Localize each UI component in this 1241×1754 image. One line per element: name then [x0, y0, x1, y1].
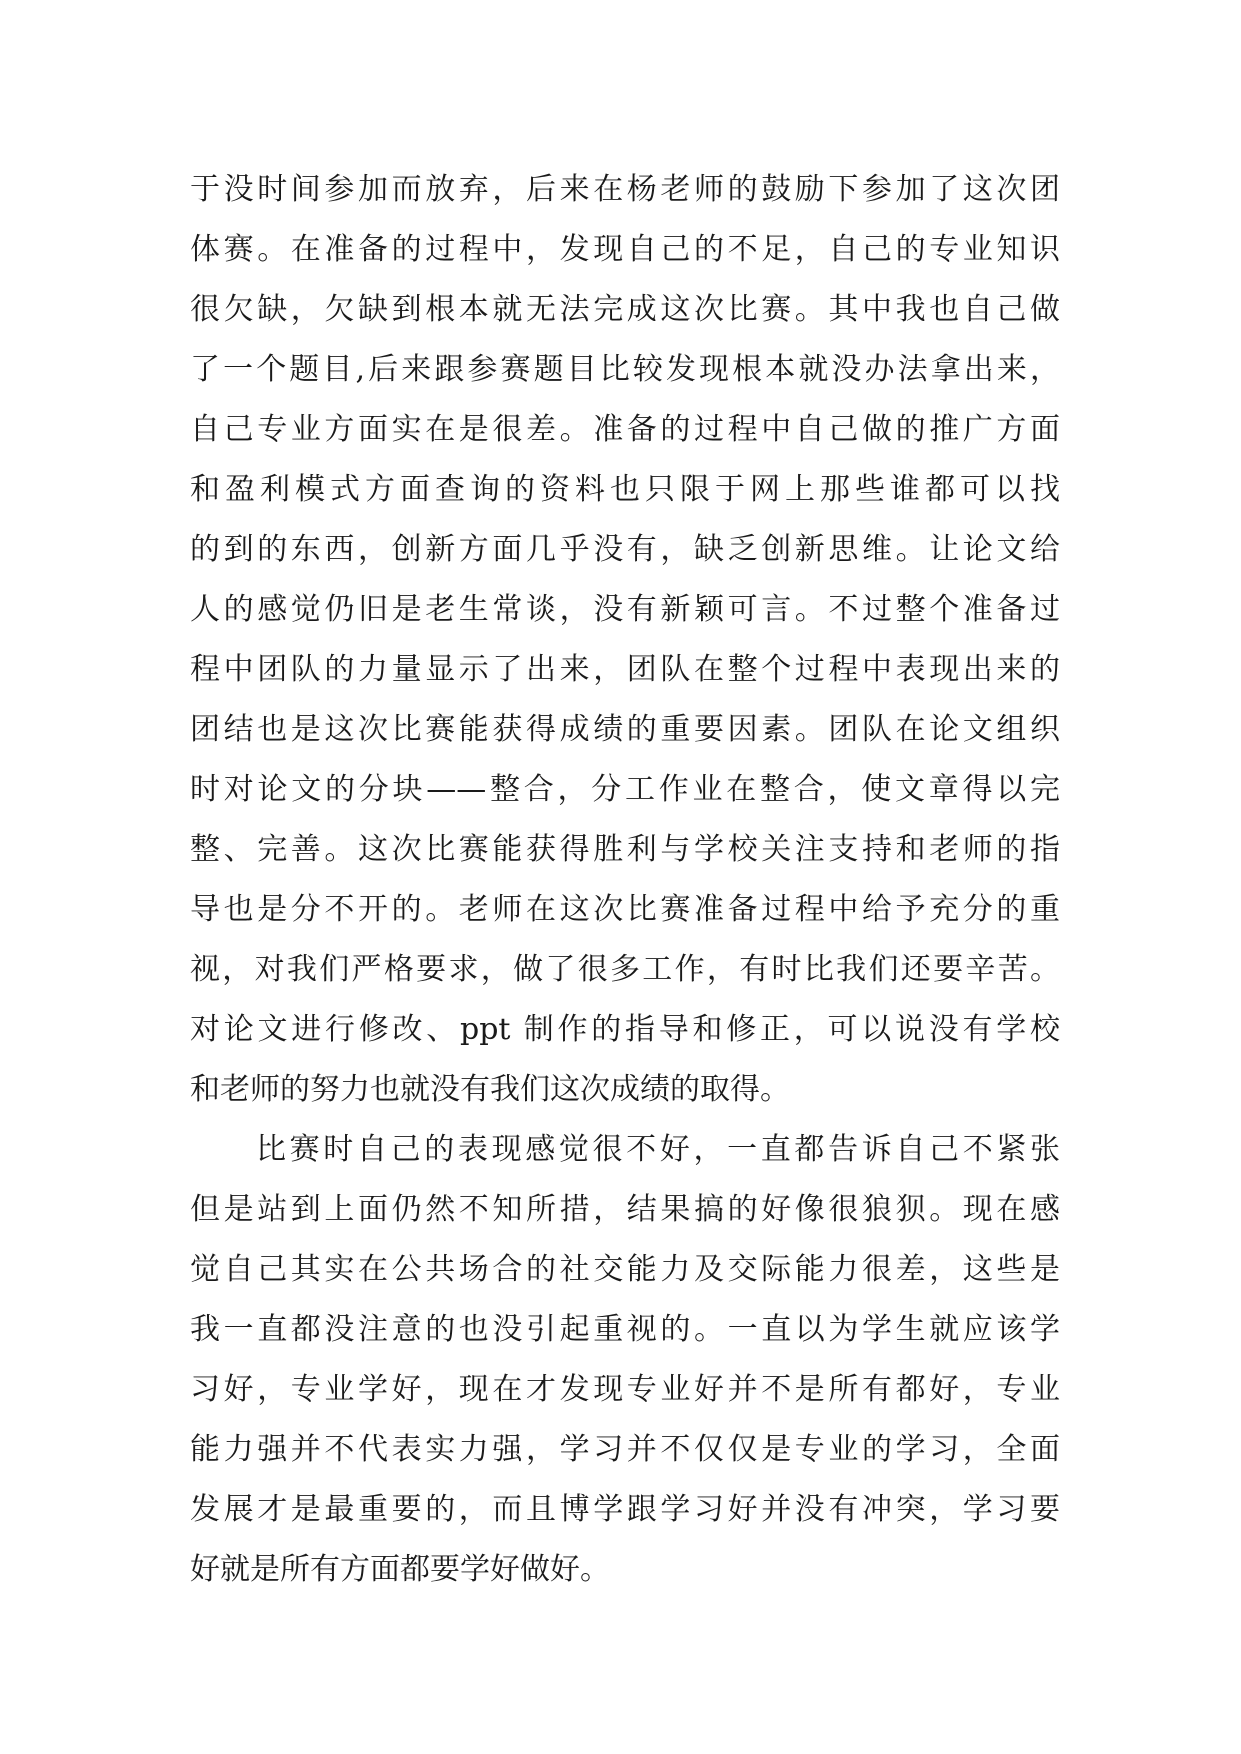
text-line: 体赛。在准备的过程中，发现自己的不足，自己的专业知识 — [190, 232, 1060, 267]
text-line: 程中团队的力量显示了出来，团队在整个过程中表现出来的 — [190, 652, 1060, 687]
text-line: 视，对我们严格要求，做了很多工作，有时比我们还要辛苦。 — [190, 952, 1060, 987]
text-line: 比赛时自己的表现感觉很不好，一直都告诉自己不紧张 — [256, 1132, 1060, 1167]
text-line: 能力强并不代表实力强，学习并不仅仅是专业的学习，全面 — [190, 1432, 1060, 1467]
text-line: 习好，专业学好，现在才发现专业好并不是所有都好，专业 — [190, 1372, 1060, 1407]
paragraph-1 — [190, 160, 1060, 1120]
text-line: 团结也是这次比赛能获得成绩的重要因素。团队在论文组织 — [190, 712, 1060, 747]
paragraph-2 — [190, 1120, 1060, 1600]
text-line: 时对论文的分块——整合，分工作业在整合，使文章得以完 — [190, 772, 1060, 807]
text-line: 对论文进行修改、ppt 制作的指导和修正，可以说没有学校 — [190, 1012, 1060, 1047]
document-body — [190, 160, 1060, 1600]
text-line: 和盈利模式方面查询的资料也只限于网上那些谁都可以找 — [190, 472, 1060, 507]
text-line: 好就是所有方面都要学好做好。 — [190, 1552, 610, 1587]
text-line: 的到的东西，创新方面几乎没有，缺乏创新思维。让论文给 — [190, 532, 1060, 567]
text-line: 自己专业方面实在是很差。准备的过程中自己做的推广方面 — [190, 412, 1060, 447]
text-line: 但是站到上面仍然不知所措，结果搞的好像很狼狈。现在感 — [190, 1192, 1060, 1227]
text-line: 我一直都没注意的也没引起重视的。一直以为学生就应该学 — [190, 1312, 1060, 1347]
text-line: 于没时间参加而放弃，后来在杨老师的鼓励下参加了这次团 — [190, 172, 1060, 207]
text-line: 人的感觉仍旧是老生常谈，没有新颖可言。不过整个准备过 — [190, 592, 1060, 627]
text-line: 整、完善。这次比赛能获得胜利与学校关注支持和老师的指 — [190, 832, 1060, 867]
text-line: 很欠缺，欠缺到根本就无法完成这次比赛。其中我也自己做 — [190, 292, 1060, 327]
text-line: 了一个题目,后来跟参赛题目比较发现根本就没办法拿出来， — [190, 352, 1060, 387]
text-line: 觉自己其实在公共场合的社交能力及交际能力很差，这些是 — [190, 1252, 1060, 1287]
text-line: 和老师的努力也就没有我们这次成绩的取得。 — [190, 1072, 790, 1107]
text-line: 发展才是最重要的，而且博学跟学习好并没有冲突，学习要 — [190, 1492, 1060, 1527]
text-line: 导也是分不开的。老师在这次比赛准备过程中给予充分的重 — [190, 892, 1060, 927]
